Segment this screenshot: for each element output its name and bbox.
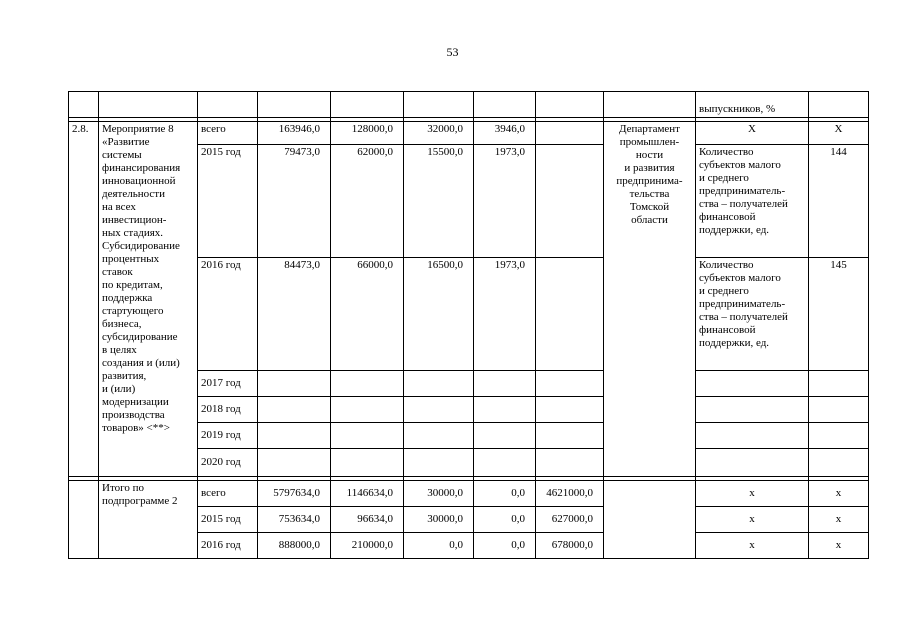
value-cell [536,449,604,477]
department: Департамент промышлен- ности и развития предпринима- тельства Томской области [604,122,696,477]
value-cell [536,423,604,449]
indicator-cell [696,371,809,397]
value-cell: 66000,0 [331,258,404,371]
table-row [69,122,869,145]
year-cell: всего [198,122,258,145]
value-cell: 0,0 [474,481,536,507]
value-cell [404,423,474,449]
value-cell: 0,0 [474,533,536,559]
value-cell: 84473,0 [258,258,331,371]
value-cell: 210000,0 [331,533,404,559]
value-cell: 16500,0 [404,258,474,371]
value-cell: 888000,0 [258,533,331,559]
value-cell [258,371,331,397]
subtotal-title: Итого по подпрограмме 2 [99,481,198,559]
value-cell: 32000,0 [404,122,474,145]
target-cell [809,397,869,423]
value-cell [258,423,331,449]
value-cell [536,371,604,397]
value-cell: 5797634,0 [258,481,331,507]
indicator-cell: X [696,122,809,145]
year-cell: 2019 год [198,423,258,449]
value-cell [536,145,604,258]
value-cell [474,371,536,397]
measure-title: Мероприятие 8 «Развитие системы финансирования инновационной деятельности на всех инвестицион- ных стадиях. Субсидирование процентных ставок по кредитам, поддержка стартующего бизнеса, субсидирование в целях создания и (или) развития, и (или) модернизации производства товаров» <**> [99,122,198,477]
value-cell [258,449,331,477]
value-cell [331,423,404,449]
year-cell: 2016 год [198,258,258,371]
year-cell: 2020 год [198,449,258,477]
value-cell [474,449,536,477]
value-cell [331,397,404,423]
value-cell: 3946,0 [474,122,536,145]
value-cell [536,397,604,423]
indicator-cell: х [696,507,809,533]
target-cell [809,371,869,397]
value-cell [474,423,536,449]
year-cell: 2017 год [198,371,258,397]
carry-over-row [69,92,869,118]
target-cell: х [809,507,869,533]
value-cell: 4621000,0 [536,481,604,507]
value-cell: 62000,0 [331,145,404,258]
value-cell [331,449,404,477]
value-cell [331,371,404,397]
value-cell: 163946,0 [258,122,331,145]
subtotal-row [69,481,869,507]
indicator-cell: х [696,481,809,507]
year-cell: всего [198,481,258,507]
target-cell: х [809,481,869,507]
year-cell: 2015 год [198,145,258,258]
target-cell [809,423,869,449]
value-cell: 30000,0 [404,507,474,533]
indicator-cell: х [696,533,809,559]
value-cell [474,397,536,423]
target-cell: X [809,122,869,145]
value-cell: 1146634,0 [331,481,404,507]
indicator-cell [696,449,809,477]
year-cell: 2018 год [198,397,258,423]
year-cell: 2016 год [198,533,258,559]
indicator-cell [696,423,809,449]
target-cell [809,449,869,477]
page-number: 53 [446,45,459,59]
carry-over-indicator: выпускников, % [696,92,809,118]
value-cell: 128000,0 [331,122,404,145]
value-cell: 1973,0 [474,145,536,258]
value-cell: 753634,0 [258,507,331,533]
value-cell: 627000,0 [536,507,604,533]
value-cell: 1973,0 [474,258,536,371]
indicator-cell: Количество субъектов малого и среднего предприниматель- ства – получателей финансовой поддержки, ед. [696,145,809,258]
value-cell [536,122,604,145]
value-cell [404,371,474,397]
value-cell: 30000,0 [404,481,474,507]
measure-number: 2.8. [69,122,99,477]
target-cell: 145 [809,258,869,371]
value-cell [404,397,474,423]
value-cell: 15500,0 [404,145,474,258]
indicator-cell: Количество субъектов малого и среднего предприниматель- ства – получателей финансовой поддержки, ед. [696,258,809,371]
value-cell: 0,0 [404,533,474,559]
value-cell: 0,0 [474,507,536,533]
value-cell [404,449,474,477]
year-cell: 2015 год [198,507,258,533]
value-cell [536,258,604,371]
value-cell: 678000,0 [536,533,604,559]
budget-table [68,91,869,559]
value-cell: 96634,0 [331,507,404,533]
target-cell: х [809,533,869,559]
target-cell: 144 [809,145,869,258]
value-cell: 79473,0 [258,145,331,258]
value-cell [258,397,331,423]
indicator-cell [696,397,809,423]
